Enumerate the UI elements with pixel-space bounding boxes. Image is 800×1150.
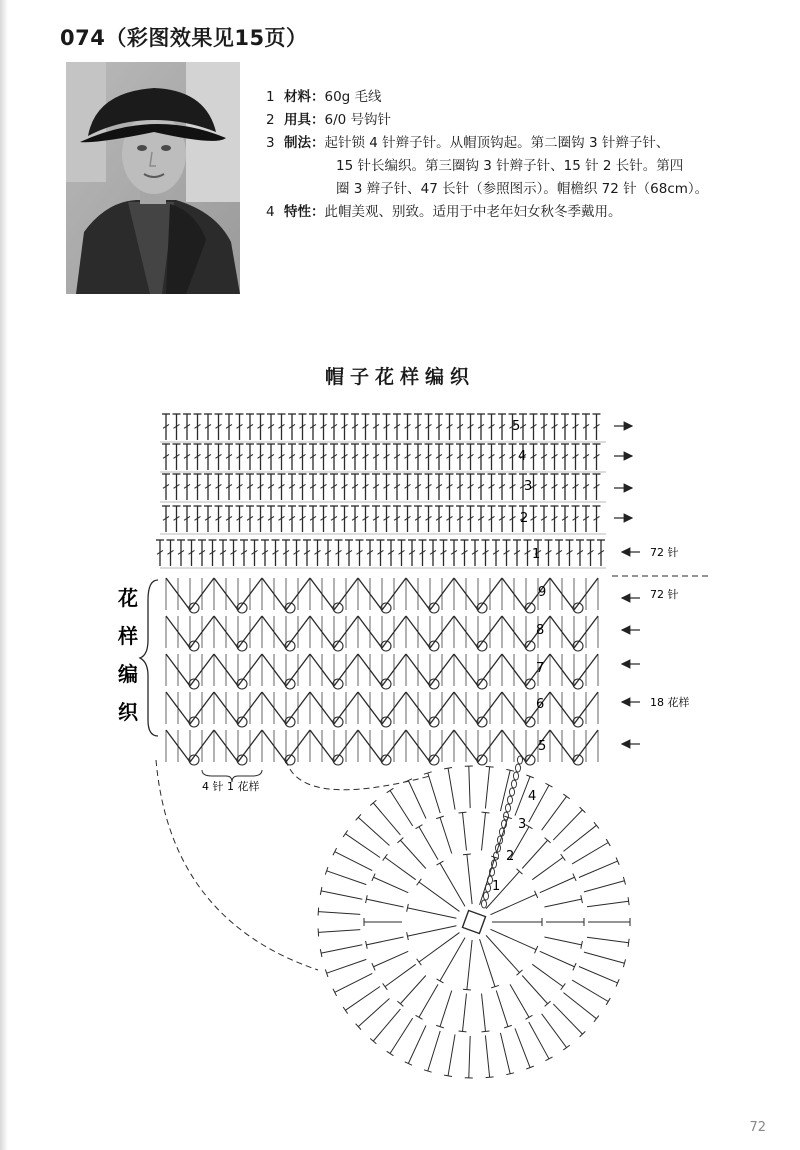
spec-method <box>266 132 786 155</box>
crown-stitch <box>373 1009 400 1041</box>
crown-stitch <box>584 881 625 892</box>
crown-stitch <box>345 834 380 858</box>
spec-features <box>266 201 786 224</box>
row-number: 3 <box>518 817 527 832</box>
crown-stitch-top <box>343 830 348 837</box>
crown-stitch <box>428 1031 440 1071</box>
crown-stitch-top <box>486 766 494 767</box>
crown-stitch <box>563 993 596 1019</box>
crown-stitch <box>532 964 563 986</box>
crown-stitch <box>469 766 470 808</box>
crown-stitch <box>587 937 629 943</box>
crown-stitch <box>321 891 362 899</box>
chain-stitch <box>512 780 517 788</box>
annotation-18-patterns: 18 花样 <box>650 696 690 709</box>
spec-text: 起针锁 4 针辫子针。从帽顶钩起。第二圈钩 3 针辫子针、 <box>324 135 670 151</box>
crochet-stitch-diagram <box>0 400 800 1100</box>
annotation-72-stitches: 72 针 <box>650 546 679 559</box>
spec-text-continued: 15 针长编织。第三圈钩 3 针辫子针、15 针 2 长针。第四 <box>336 158 684 174</box>
row-number: 2 <box>506 849 515 864</box>
diagram-title: 帽子花样编织 <box>324 366 475 388</box>
crown-stitch-top <box>561 983 566 989</box>
crown-stitch <box>318 912 360 915</box>
crown-stitch-top <box>561 854 566 860</box>
crown-stitch <box>448 768 455 809</box>
crown-stitch <box>419 827 438 860</box>
row-number: 8 <box>536 623 545 638</box>
side-label-char: 样 <box>118 624 138 648</box>
crown-stitch <box>407 926 456 936</box>
crown-stitch <box>321 945 362 953</box>
crown-stitch <box>428 773 440 813</box>
page-title: 074（彩图效果见15页） <box>60 26 308 50</box>
spec-tools <box>266 109 786 132</box>
crown-stitch <box>318 930 360 933</box>
crown-stitch <box>572 980 608 1001</box>
page-number: 72 <box>749 1120 766 1135</box>
crown-stitch <box>327 959 367 973</box>
crown-stitch-top <box>333 989 337 996</box>
spec-label: 制法： <box>284 135 325 151</box>
crown-stitch-top <box>628 897 629 905</box>
crown-stitch-top <box>628 939 629 947</box>
crown-stitch <box>467 940 472 990</box>
spec-number: 4 <box>266 204 275 220</box>
spec-number: 3 <box>266 135 275 151</box>
annotation-72-stitches: 72 针 <box>650 588 679 601</box>
pattern-stitch-rows <box>140 578 640 782</box>
spec-number: 1 <box>266 89 275 105</box>
woman-in-hat-photo <box>66 62 240 294</box>
crown-stitch-top <box>417 879 422 885</box>
crown-stitch <box>490 929 536 949</box>
crown-stitch <box>486 935 519 972</box>
crown-stitch-top <box>463 854 471 855</box>
row-number: 4 <box>528 789 537 804</box>
spec-text-continued: 圈 3 辫子针、47 长针（参照图示）。帽檐织 72 针（68cm）。 <box>336 181 709 197</box>
crown-stitch <box>358 998 389 1026</box>
crown-stitch <box>563 825 596 851</box>
crown-stitch <box>529 1022 549 1059</box>
crown-stitch <box>515 1028 530 1067</box>
crown-stitch <box>522 840 547 868</box>
crown-stitch <box>540 877 575 892</box>
crown-stitch <box>408 1025 426 1063</box>
crown-stitch <box>544 937 581 945</box>
crown-stitch <box>385 964 416 986</box>
spec-label: 材料： <box>284 89 325 105</box>
crown-stitch <box>482 813 486 851</box>
spec-label: 特性： <box>284 204 325 220</box>
crown-stitch <box>469 1036 470 1078</box>
row-number: 2 <box>520 511 529 526</box>
chain-stitch <box>484 892 489 900</box>
crown-stitch <box>374 951 409 966</box>
crown-stitch-top <box>526 825 533 829</box>
crown-stitch <box>345 987 380 1011</box>
row-number: 3 <box>524 479 533 494</box>
crown-stitch-top <box>486 1077 494 1078</box>
crown-stitch-top <box>606 839 610 846</box>
crown-stitch <box>366 937 403 945</box>
crown-stitch-top <box>383 854 388 860</box>
crown-stitch <box>544 899 581 907</box>
specs-list <box>266 86 786 224</box>
crown-stitch <box>496 990 508 1026</box>
crown-stitch <box>390 1018 413 1053</box>
crown-stitch <box>440 817 452 853</box>
crown-stitch-top <box>343 1007 348 1014</box>
crown-stitch-top <box>526 1015 533 1019</box>
crown-stitch <box>579 861 618 877</box>
row-number: 1 <box>492 879 501 894</box>
side-brace <box>140 580 158 736</box>
crown-stitch <box>358 817 389 845</box>
crown-stitch-top <box>444 768 452 769</box>
hat-band-rows <box>156 414 712 576</box>
crown-stitch-top <box>333 848 337 855</box>
crown-stitch-top <box>437 861 444 865</box>
crown-stitch <box>485 1035 489 1077</box>
chain-stitch <box>518 756 523 764</box>
spec-text: 此帽美观、别致。适用于中老年妇女秋冬季戴用。 <box>324 204 622 220</box>
crown-stitch <box>335 973 372 992</box>
crown-stitch <box>419 984 438 1017</box>
chain-stitch <box>486 884 491 892</box>
crown-stitch <box>390 791 413 826</box>
chain-stitch <box>482 900 487 908</box>
crown-stitch <box>510 984 529 1017</box>
crown-stitch-top <box>444 1075 452 1076</box>
crown-stitch <box>532 857 563 879</box>
crown-stitch <box>485 767 489 809</box>
crown-stitch-top <box>545 783 552 787</box>
crown-stitch <box>448 1034 455 1075</box>
row-number: 5 <box>538 739 547 754</box>
crown-stitch-top <box>383 983 388 989</box>
spec-material <box>266 86 786 109</box>
crown-stitch-top <box>594 822 599 828</box>
crown-stitch <box>463 994 467 1032</box>
crown-stitch <box>480 939 495 987</box>
crown-stitch <box>467 854 472 904</box>
repeat-label: 4 针 1 花样 <box>202 780 260 793</box>
crown-stitch <box>408 780 426 818</box>
crown-stitch <box>587 901 629 907</box>
crown-stitch <box>540 951 575 966</box>
chain-stitch <box>506 804 511 812</box>
crown-stitch <box>440 990 452 1026</box>
row-number: 7 <box>536 661 545 676</box>
crown-stitch-top <box>606 998 610 1005</box>
row-number: 9 <box>538 585 547 600</box>
crown-stitch <box>400 840 425 868</box>
crown-stitch <box>553 810 582 840</box>
crown-stitch <box>490 894 536 914</box>
crown-stitch-top <box>563 794 569 799</box>
crown-stitch <box>400 976 425 1004</box>
crown-stitch-top <box>387 1051 394 1055</box>
row-number: 4 <box>518 449 527 464</box>
crown-stitch-top <box>594 1016 599 1022</box>
crown-stitch <box>482 994 486 1032</box>
row-number: 1 <box>532 547 541 562</box>
chain-stitch <box>510 788 515 796</box>
center-chain-ring <box>462 910 485 933</box>
spec-number: 2 <box>266 112 275 128</box>
crown-stitch <box>374 877 409 892</box>
crown-stitch-top <box>318 928 319 936</box>
spec-text: 6/0 号钩针 <box>324 112 392 128</box>
crown-stitch <box>335 852 372 871</box>
crown-stitch-top <box>463 989 471 990</box>
crown-stitch <box>584 952 625 963</box>
crown-stitch <box>407 908 456 918</box>
crown-stitch <box>327 871 367 885</box>
crown-stitch-top <box>563 1045 569 1050</box>
crown-stitch-top <box>482 1031 490 1032</box>
crown-stitch <box>542 796 567 830</box>
hat-crown-circle <box>318 756 630 1078</box>
crown-stitch <box>500 1033 510 1074</box>
crown-stitch-top <box>387 788 394 792</box>
crown-stitch-top <box>318 908 319 916</box>
row-number: 5 <box>512 419 521 434</box>
spec-text: 60g 毛线 <box>324 89 382 105</box>
crown-stitch-top <box>459 812 467 813</box>
spec-label: 用具： <box>284 112 325 128</box>
crown-stitch-top <box>437 979 444 983</box>
crown-stitch-top <box>416 825 423 829</box>
crown-stitch-top <box>459 1031 467 1032</box>
crown-stitch <box>463 813 467 851</box>
diagram-annotations <box>117 419 690 894</box>
chain-stitch <box>516 764 521 772</box>
dashed-guide-curve <box>286 760 430 790</box>
crown-stitch <box>522 976 547 1004</box>
crown-stitch <box>373 803 400 835</box>
crown-stitch <box>385 857 416 879</box>
model-photo <box>66 62 240 294</box>
chain-stitch <box>508 796 513 804</box>
crown-stitch-top <box>417 959 422 965</box>
crown-stitch <box>500 770 510 811</box>
side-label-char: 编 <box>118 662 138 686</box>
side-label-char: 花 <box>118 586 138 610</box>
crown-stitch <box>579 967 618 983</box>
crown-stitch-top <box>416 1015 423 1019</box>
row-number: 6 <box>536 697 545 712</box>
side-label-char: 织 <box>118 700 138 724</box>
crown-stitch-top <box>482 812 490 813</box>
crown-stitch <box>572 842 608 863</box>
chain-stitch <box>514 772 519 780</box>
crown-stitch <box>542 1014 567 1048</box>
crown-stitch <box>553 1004 582 1034</box>
crown-stitch-top <box>545 1057 552 1061</box>
crown-stitch <box>366 899 403 907</box>
